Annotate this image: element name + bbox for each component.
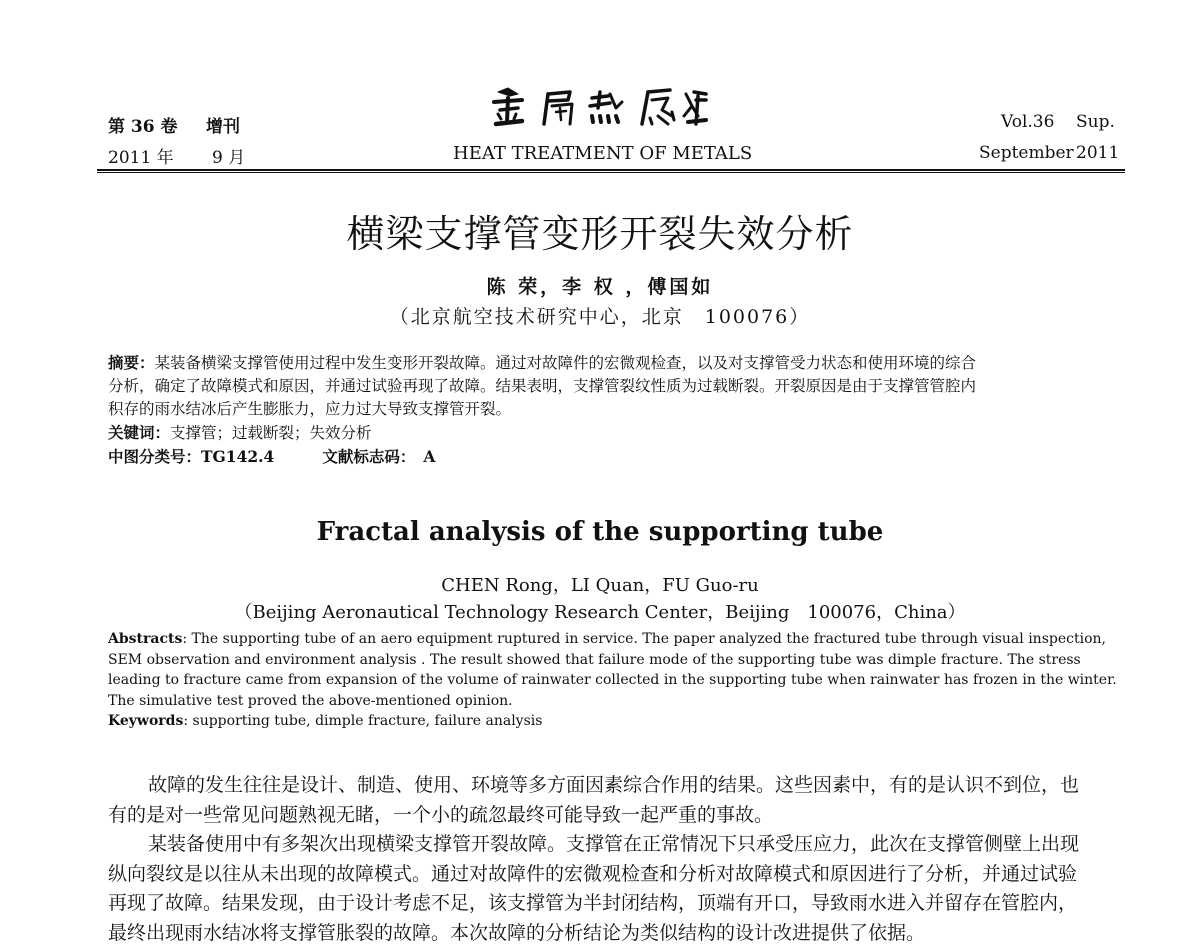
issue-en: Sup. [1076, 112, 1115, 132]
body-p2-line: 纵向裂纹是以往从未出现的故障模式。通过对故障件的宏微观检查和分析对故障模式和原因进行了分析，并通过试验 [108, 862, 1078, 885]
journal-en: HEAT TREATMENT OF METALS [453, 143, 753, 164]
classification-label: 中图分类号： [108, 447, 202, 466]
month-cn: 9 月 [212, 148, 246, 168]
abstract-cn-line: 某装备横梁支撑管使用过程中发生变形开裂故障。通过对故障件的宏微观检查，以及对支撑管受力状态和使用环境的综合 [154, 354, 977, 372]
abstract-cn-line: 积存的雨水结冰后产生膨胀力，应力过大导致支撑管开裂。 [108, 400, 512, 418]
abstract-cn-line: 分析，确定了故障模式和原因，并通过试验再现了故障。结果表明，支撑管裂纹性质为过载断裂。开裂原因是由于支撑管管腔内 [108, 377, 977, 395]
month-en: September [979, 143, 1074, 163]
authors-cn: 陈 荣，李 权 ，傅国如 [486, 276, 714, 298]
body-p1-line: 故障的发生往往是设计、制造、使用、环境等多方面因素综合作用的结果。这些因素中，有的是认识不到位，也 [148, 774, 1080, 796]
journal-logo [488, 86, 708, 130]
title-cn: 横梁支撑管变形开裂失效分析 [346, 212, 854, 256]
abstract-en-line: leading to fracture came from expansion of the volume of rainwater collected in the supporting tube when rainwater has frozen in the winter. [108, 672, 1117, 688]
body-p1-line: 有的是对一些常见问题熟视无睹，一个小的疏忽最终可能导致一起严重的事故。 [108, 803, 774, 826]
body-p2-line: 某装备使用中有多架次出现横梁支撑管开裂故障。支撑管在正常情况下只承受压应力，此次在支撑管侧壁上出现 [148, 833, 1080, 855]
keywords-cn-label: 关键词： [108, 423, 171, 442]
abstract-cn [108, 351, 1123, 469]
header-rule [97, 169, 1125, 171]
keywords-cn-text: 支撑管；过载断裂；失效分析 [170, 424, 372, 442]
year-cn: 2011 年 [108, 148, 174, 168]
affiliation-cn: （北京航空技术研究中心，北京 100076） [389, 306, 811, 328]
body-p2-line: 再现了故障。结果发现，由于设计考虑不足，该支撑管为半封闭结构，顶端有开口，导致雨水进入并留存在管腔内， [108, 892, 1078, 914]
volume-en: Vol.36 [1001, 112, 1055, 132]
title-en: Fractal analysis of the supporting tube [316, 517, 884, 547]
authors-en: CHEN Rong，LI Quan，FU Guo-ru [441, 575, 759, 596]
abstract-en [108, 629, 1123, 732]
abstract-en-line: The simulative test proved the above-mentioned opinion. [108, 692, 513, 709]
keywords-en-label: Keywords [108, 713, 184, 729]
affiliation-en: （Beijing Aeronautical Technology Research Center，Beijing 100076，China） [234, 602, 966, 623]
abstract-cn-label: 摘要： [108, 353, 155, 372]
abstract-en-line: SEM observation and environment analysis . The result showed that failure mode of the supporting tube was dimple fracture. The stress [108, 651, 1081, 668]
abstract-en-label: Abstracts [108, 631, 183, 647]
doc-code-label: 文献标志码： [322, 447, 416, 466]
year-en: 2011 [1076, 143, 1120, 163]
header-rule-thin [97, 172, 1125, 173]
issue-cn: 增刊 [206, 117, 240, 137]
volume-cn: 第 36 卷 [108, 117, 178, 137]
body-text [108, 771, 1123, 948]
abstract-en-line: : The supporting tube of an aero equipment ruptured in service. The paper analyzed the fractured tube through visual inspection, [182, 631, 1106, 647]
doc-code-value: A [423, 447, 436, 466]
classification-value: TG142.4 [201, 447, 275, 466]
keywords-en-text: : supporting tube, dimple fracture, failure analysis [183, 713, 543, 729]
body-p2-line: 最终出现雨水结冰将支撑管胀裂的故障。本次故障的分析结论为类似结构的设计改进提供了依据。 [108, 921, 926, 944]
